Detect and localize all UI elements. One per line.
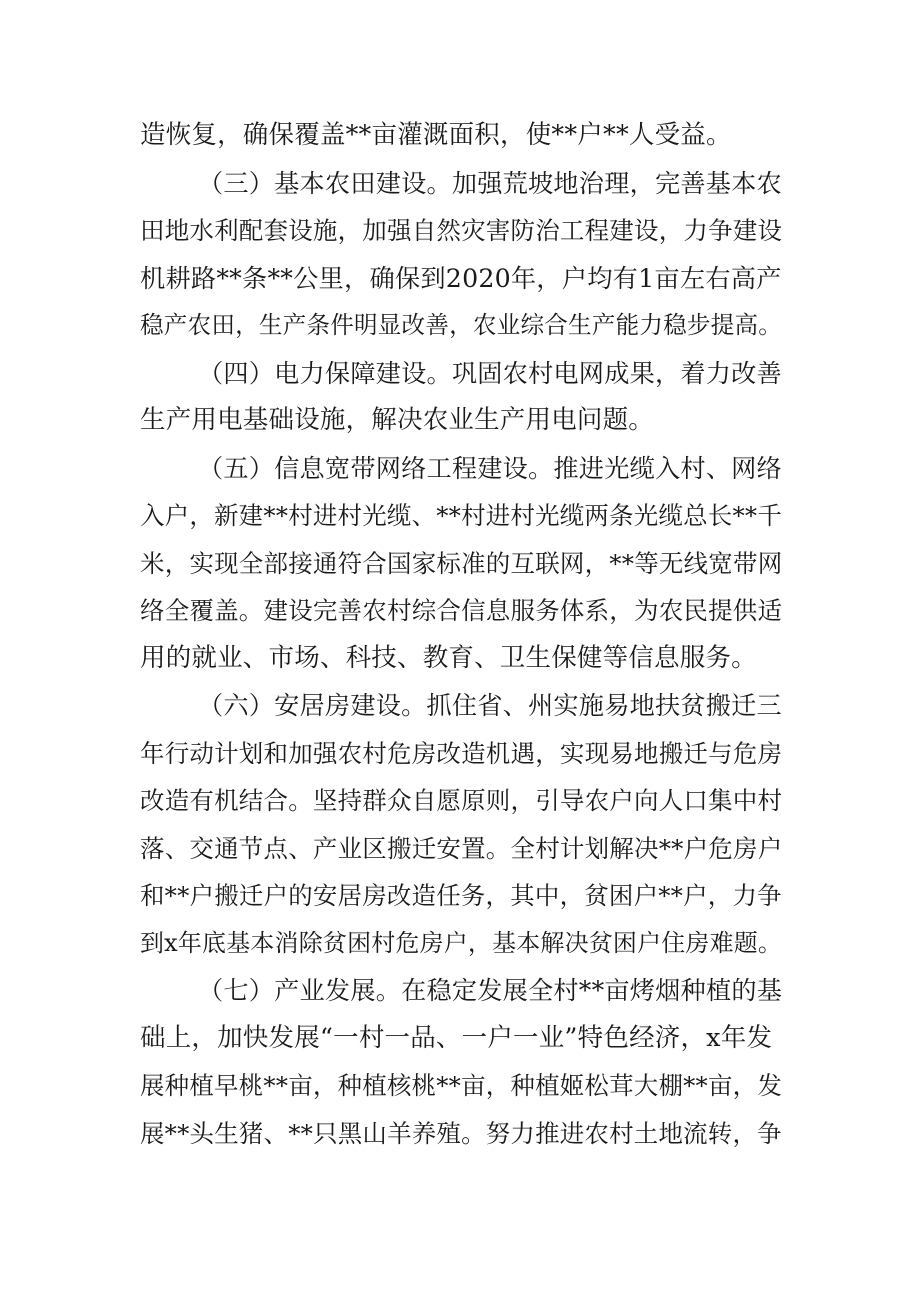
text-line: 米，实现全部接通符合国家标准的互联网，**等无线宽带网 — [140, 548, 783, 578]
text-line: 落、交通节点、产业区搬迁安置。全村计划解决**户危房户 — [140, 833, 783, 863]
text-line: 础上，加快发展“一村一品、一户一业”特色经济，x年发 — [140, 1022, 773, 1053]
text-line: 年行动计划和加强农村危房改造机遇，实现易地搬迁与危房 — [140, 738, 783, 768]
text-line: 展**头生猪、**只黑山羊养殖。努力推进农村土地流转，争 — [140, 1118, 782, 1148]
text-line: 稳产农田，生产条件明显改善，农业综合生产能力稳步提高。 — [140, 311, 783, 339]
paragraph-heading-line: （四）电力保障建设。巩固农村电网成果，着力改善 — [198, 358, 782, 388]
document-body — [140, 112, 782, 1157]
text-line: 络全覆盖。建设完善农村综合信息服务体系，为农民提供适 — [140, 596, 783, 625]
text-line: 机耕路**条**公里，确保到2020年，户均有1亩左右高产 — [140, 263, 782, 293]
text-line: 改造有机结合。坚持群众自愿原则，引导农户向人口集中村 — [140, 786, 783, 815]
text-line: 展种植早桃**亩，种植核桃**亩，种植姬松茸大棚**亩，发 — [140, 1071, 782, 1100]
text-line: 生产用电基础设施，解决农业生产用电问题。 — [140, 405, 655, 435]
text-line: 和**户搬迁户的安居房改造任务，其中，贫困户**户，力争 — [140, 881, 782, 910]
paragraph-heading-line: （七）产业发展。在稳定发展全村**亩烤烟种植的基 — [198, 976, 783, 1005]
text-line: 到x年底基本消除贫困村危房户，基本解决贫困户住房难题。 — [140, 928, 783, 957]
text-line: 入户，新建**村进村光缆、**村进村光缆两条光缆总长**千 — [140, 501, 782, 530]
text-line: 用的就业、市场、科技、教育、卫生保健等信息服务。 — [140, 642, 757, 673]
paragraph-heading-line: （三）基本农田建设。加强荒坡地治理，完善基本农 — [198, 168, 782, 198]
paragraph-heading-line: （五）信息宽带网络工程建设。推进光缆入村、网络 — [198, 453, 782, 483]
paragraph-heading-line: （六）安居房建设。抓住省、州实施易地扶贫搬迁三 — [198, 691, 782, 720]
text-line: 田地水利配套设施，加强自然灾害防治工程建设，力争建设 — [140, 216, 783, 245]
text-line: 造恢复，确保覆盖**亩灌溉面积，使**户**人受益。 — [140, 120, 732, 150]
